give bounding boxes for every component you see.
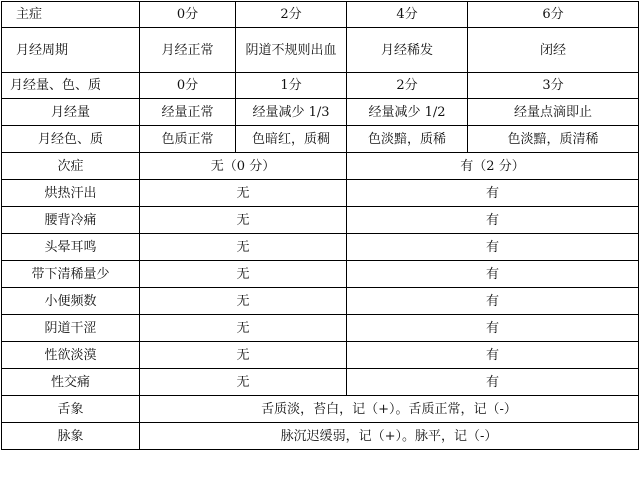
secondary-row-label: 烘热汗出 [2, 180, 140, 207]
secondary-row-none: 无 [140, 180, 347, 207]
amount-color-header-row [2, 73, 639, 99]
pulse-label: 脉象 [2, 423, 140, 450]
secondary-row-label: 阴道干涩 [2, 315, 140, 342]
color-quality-row [2, 126, 639, 153]
secondary-row-has: 有 [347, 180, 639, 207]
amount-value-0: 经量正常 [140, 99, 236, 126]
secondary-row-none: 无 [140, 261, 347, 288]
cycle-value-3: 闭经 [468, 28, 639, 73]
secondary-row [2, 234, 639, 261]
secondary-row [2, 315, 639, 342]
pulse-row [2, 423, 639, 450]
color-quality-value-0: 色质正常 [140, 126, 236, 153]
secondary-row [2, 207, 639, 234]
cycle-value-1: 阴道不规则出血 [236, 28, 347, 73]
secondary-row-has: 有 [347, 369, 639, 396]
amount-value-3: 经量点滴即止 [468, 99, 639, 126]
cycle-label: 月经周期 [2, 28, 140, 73]
cycle-value-0: 月经正常 [140, 28, 236, 73]
amount-value-1: 经量减少 1/3 [236, 99, 347, 126]
secondary-row-has: 有 [347, 207, 639, 234]
secondary-label: 次症 [2, 153, 140, 180]
secondary-row-none: 无 [140, 369, 347, 396]
secondary-row-label: 头晕耳鸣 [2, 234, 140, 261]
secondary-row-none: 无 [140, 288, 347, 315]
secondary-row [2, 261, 639, 288]
tongue-row [2, 396, 639, 423]
secondary-row-label: 带下清稀量少 [2, 261, 140, 288]
header-label: 主症 [2, 2, 140, 28]
amount-color-score-0: 0分 [140, 73, 236, 99]
amount-color-score-3: 3分 [468, 73, 639, 99]
header-col-3: 6分 [468, 2, 639, 28]
color-quality-value-1: 色暗红，质稠 [236, 126, 347, 153]
secondary-row-label: 性欲淡漠 [2, 342, 140, 369]
scoring-table [1, 1, 639, 450]
amount-color-label: 月经量、色、质 [2, 73, 140, 99]
cycle-value-2: 月经稀发 [347, 28, 468, 73]
secondary-row-label: 腰背冷痛 [2, 207, 140, 234]
secondary-row [2, 342, 639, 369]
tongue-value: 舌质淡，苔白，记（+）。舌质正常，记（-） [140, 396, 639, 423]
amount-color-score-2: 2分 [347, 73, 468, 99]
secondary-row-has: 有 [347, 288, 639, 315]
color-quality-label: 月经色、质 [2, 126, 140, 153]
tongue-label: 舌象 [2, 396, 140, 423]
secondary-row-none: 无 [140, 234, 347, 261]
amount-color-score-1: 1分 [236, 73, 347, 99]
amount-row [2, 99, 639, 126]
color-quality-value-3: 色淡黯，质清稀 [468, 126, 639, 153]
secondary-has-header: 有（2 分） [347, 153, 639, 180]
amount-label: 月经量 [2, 99, 140, 126]
secondary-row [2, 288, 639, 315]
secondary-row-label: 小便频数 [2, 288, 140, 315]
secondary-row-none: 无 [140, 315, 347, 342]
header-col-1: 2分 [236, 2, 347, 28]
header-row [2, 2, 639, 28]
color-quality-value-2: 色淡黯，质稀 [347, 126, 468, 153]
secondary-row-none: 无 [140, 342, 347, 369]
secondary-row-label: 性交痛 [2, 369, 140, 396]
secondary-none-header: 无（0 分） [140, 153, 347, 180]
cycle-row [2, 28, 639, 73]
secondary-row-none: 无 [140, 207, 347, 234]
header-col-2: 4分 [347, 2, 468, 28]
secondary-row-has: 有 [347, 342, 639, 369]
secondary-row [2, 180, 639, 207]
secondary-row [2, 369, 639, 396]
pulse-value: 脉沉迟缓弱，记（+）。脉平，记（-） [140, 423, 639, 450]
secondary-row-has: 有 [347, 234, 639, 261]
amount-value-2: 经量减少 1/2 [347, 99, 468, 126]
secondary-row-has: 有 [347, 315, 639, 342]
header-col-0: 0分 [140, 2, 236, 28]
secondary-header-row [2, 153, 639, 180]
secondary-row-has: 有 [347, 261, 639, 288]
